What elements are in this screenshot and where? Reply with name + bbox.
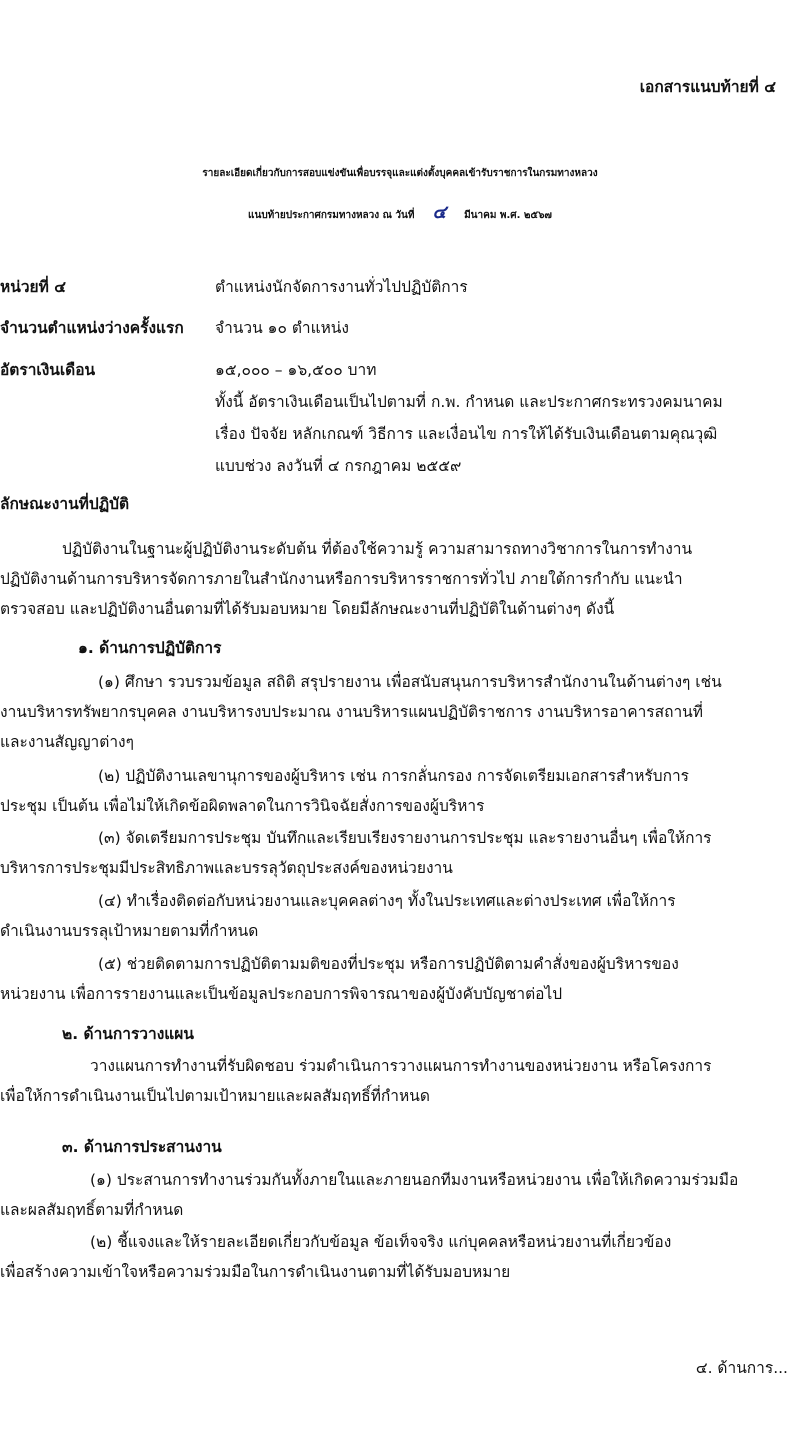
vacancies-value: จำนวน ๑๐ ตำแหน่ง bbox=[215, 319, 349, 337]
handwritten-day: ๔ bbox=[432, 202, 447, 223]
section2-heading: ๒. ด้านการวางแผน bbox=[62, 1025, 194, 1043]
job-nature-line: ปฏิบัติงานในฐานะผู้ปฏิบัติงานระดับต้น ที่ต้องใช้ความรู้ ความสามารถทางวิชาการในการทำงาน bbox=[62, 540, 693, 558]
job-nature-line: ตรวจสอบ และปฏิบัติงานอื่นตามที่ได้รับมอบหมาย โดยมีลักษณะงานที่ปฏิบัติในด้านต่างๆ ดังนี้ bbox=[0, 600, 615, 618]
section1-item-line: ดำเนินงานบรรลุเป้าหมายตามที่กำหนด bbox=[0, 922, 259, 940]
subtitle-suffix: มีนาคม พ.ศ. ๒๕๖๗ bbox=[464, 210, 552, 221]
section1-item-line: บริหารการประชุมมีประสิทธิภาพและบรรลุวัตถุประสงค์ของหน่วยงาน bbox=[0, 859, 453, 877]
section1-item-line: ประชุม เป็นต้น เพื่อไม่ให้เกิดข้อผิดพลาดในการวินิจฉัยสั่งการของผู้บริหาร bbox=[0, 797, 485, 815]
salary-label: อัตราเงินเดือน bbox=[0, 361, 96, 379]
section1-item-line: (๒) ปฏิบัติงานเลขานุการของผู้บริหาร เช่น การกลั่นกรอง การจัดเตรียมเอกสารสำหรับการ bbox=[98, 767, 689, 785]
section1-item-line: (๓) จัดเตรียมการประชุม บันทึกและเรียบเรียงรายงานการประชุม และรายงานอื่นๆ เพื่อให้การ bbox=[98, 829, 712, 847]
section3-item-line: (๑) ประสานการทำงานร่วมกันทั้งภายในและภายนอกทีมงานหรือหน่วยงาน เพื่อให้เกิดความร่วมมือ bbox=[90, 1171, 739, 1189]
unit-value: ตำแหน่งนักจัดการงานทั่วไปปฏิบัติการ bbox=[215, 278, 468, 296]
subtitle-prefix: แนบท้ายประกาศกรมทางหลวง ณ วันที่ bbox=[248, 210, 415, 221]
section2-line: เพื่อให้การดำเนินงานเป็นไปตามเป้าหมายและผลสัมฤทธิ์ที่กำหนด bbox=[0, 1087, 430, 1105]
section1-item-line: (๕) ช่วยติดตามการปฏิบัติตามมติของที่ประชุม หรือการปฏิบัติตามคำสั่งของผู้บริหารของ bbox=[98, 955, 679, 973]
section1-item-line: งานบริหารทรัพยากรบุคคล งานบริหารงบประมาณ งานบริหารแผนปฏิบัติราชการ งานบริหารอาคารสถานที่ bbox=[0, 703, 703, 721]
section3-item-line: (๒) ชี้แจงและให้รายละเอียดเกี่ยวกับข้อมูล ข้อเท็จจริง แก่บุคคลหรือหน่วยงานที่เกี่ยวข้อง bbox=[90, 1233, 672, 1251]
continuation-marker: ๔. ด้านการ... bbox=[695, 1359, 788, 1377]
job-nature-line: ปฏิบัติงานด้านการบริหารจัดการภายในสำนักงานหรือการบริหารราชการทั่วไป ภายใต้การกำกับ แนะนำ bbox=[0, 570, 683, 588]
document-subtitle bbox=[0, 202, 800, 227]
salary-value: ๑๕,๐๐๐ – ๑๖,๕๐๐ บาท bbox=[215, 361, 377, 379]
salary-note-line: เรื่อง ปัจจัย หลักเกณฑ์ วิธีการ และเงื่อนไข การให้ได้รับเงินเดือนตามคุณวุฒิ bbox=[215, 425, 718, 443]
section1-heading: ๑. ด้านการปฏิบัติการ bbox=[78, 639, 222, 657]
section3-heading: ๓. ด้านการประสานงาน bbox=[62, 1138, 222, 1156]
section1-item-line: และงานสัญญาต่างๆ bbox=[0, 733, 134, 751]
section1-item-line: หน่วยงาน เพื่อการรายงานและเป็นข้อมูลประกอบการพิจารณาของผู้บังคับบัญชาต่อไป bbox=[0, 985, 563, 1003]
unit-label: หน่วยที่ ๔ bbox=[0, 278, 66, 296]
vacancies-label: จำนวนตำแหน่งว่างครั้งแรก bbox=[0, 319, 184, 337]
section3-item-line: และผลสัมฤทธิ์ตามที่กำหนด bbox=[0, 1201, 184, 1219]
section2-line: วางแผนการทำงานที่รับผิดชอบ ร่วมดำเนินการวางแผนการทำงานของหน่วยงาน หรือโครงการ bbox=[90, 1057, 712, 1075]
salary-note-line: ทั้งนี้ อัตราเงินเดือนเป็นไปตามที่ ก.พ. กำหนด และประกาศกระทรวงคมนาคม bbox=[215, 393, 723, 411]
section3-item-line: เพื่อสร้างความเข้าใจหรือความร่วมมือในการดำเนินงานตามที่ได้รับมอบหมาย bbox=[0, 1263, 511, 1281]
section1-item-line: (๑) ศึกษา รวบรวมข้อมูล สถิติ สรุปรายงาน เพื่อสนับสนุนการบริหารสำนักงานในด้านต่างๆ เช่น bbox=[98, 673, 722, 691]
section1-item-line: (๔) ทำเรื่องติดต่อกับหน่วยงานและบุคคลต่างๆ ทั้งในประเทศและต่างประเทศ เพื่อให้การ bbox=[98, 892, 676, 910]
document-title: รายละเอียดเกี่ยวกับการสอบแข่งขันเพื่อบรรจุและแต่งตั้งบุคคลเข้ารับราชการในกรมทางหลวง bbox=[202, 168, 598, 179]
salary-note-line: แบบช่วง ลงวันที่ ๔ กรกฎาคม ๒๕๕๙ bbox=[215, 457, 462, 475]
job-nature-heading: ลักษณะงานที่ปฏิบัติ bbox=[0, 495, 130, 513]
attachment-label: เอกสารแนบท้ายที่ ๔ bbox=[639, 78, 776, 96]
